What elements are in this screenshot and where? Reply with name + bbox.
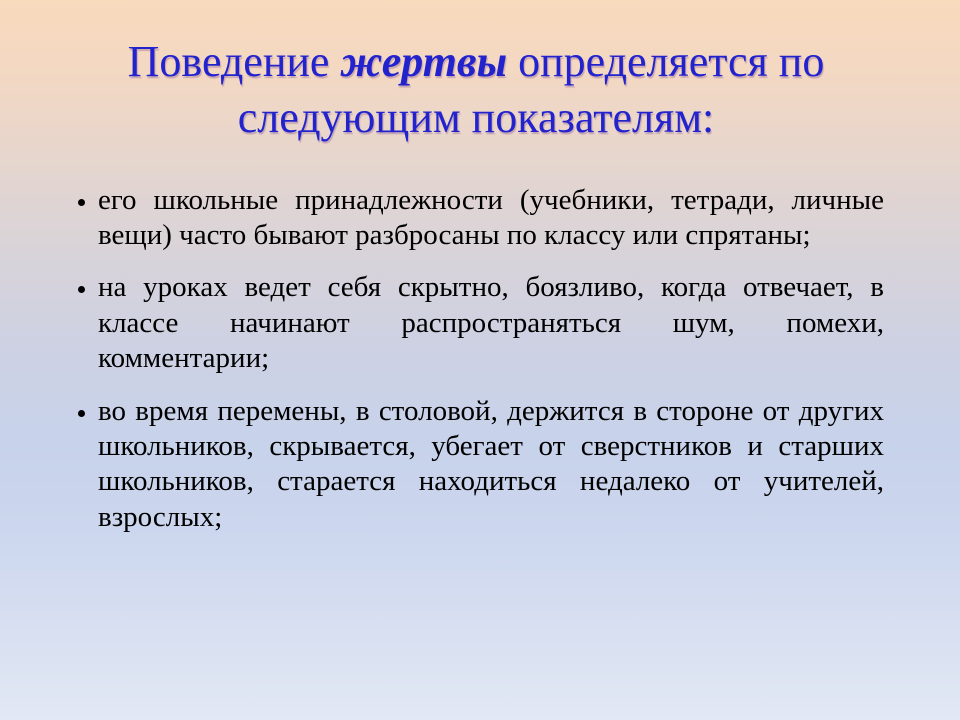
bullet-list (62, 183, 884, 535)
slide-title (60, 34, 892, 147)
bullet-item: • его школьные принадлежности (учебники, тетради, личные вещи) часто бывают разбросаны по классу или спрятаны; (98, 183, 884, 254)
slide-title-prefix: Поведение (127, 37, 341, 86)
slide-title-emphasis: жертвы (340, 37, 508, 86)
bullet-item: • на уроках ведет себя скрытно, боязливо, когда отвечает, в классе начинают распространяться шум, помехи, комментарии; (98, 270, 884, 376)
bullet-item: • во время перемены, в столовой, держится в стороне от других школьников, скрывается, убегает от сверстников и старших школьников, старается находиться недалеко от учителей, взрослых; (98, 394, 884, 536)
slide-title-suffix: определяется по следующим показателям: (237, 37, 825, 143)
